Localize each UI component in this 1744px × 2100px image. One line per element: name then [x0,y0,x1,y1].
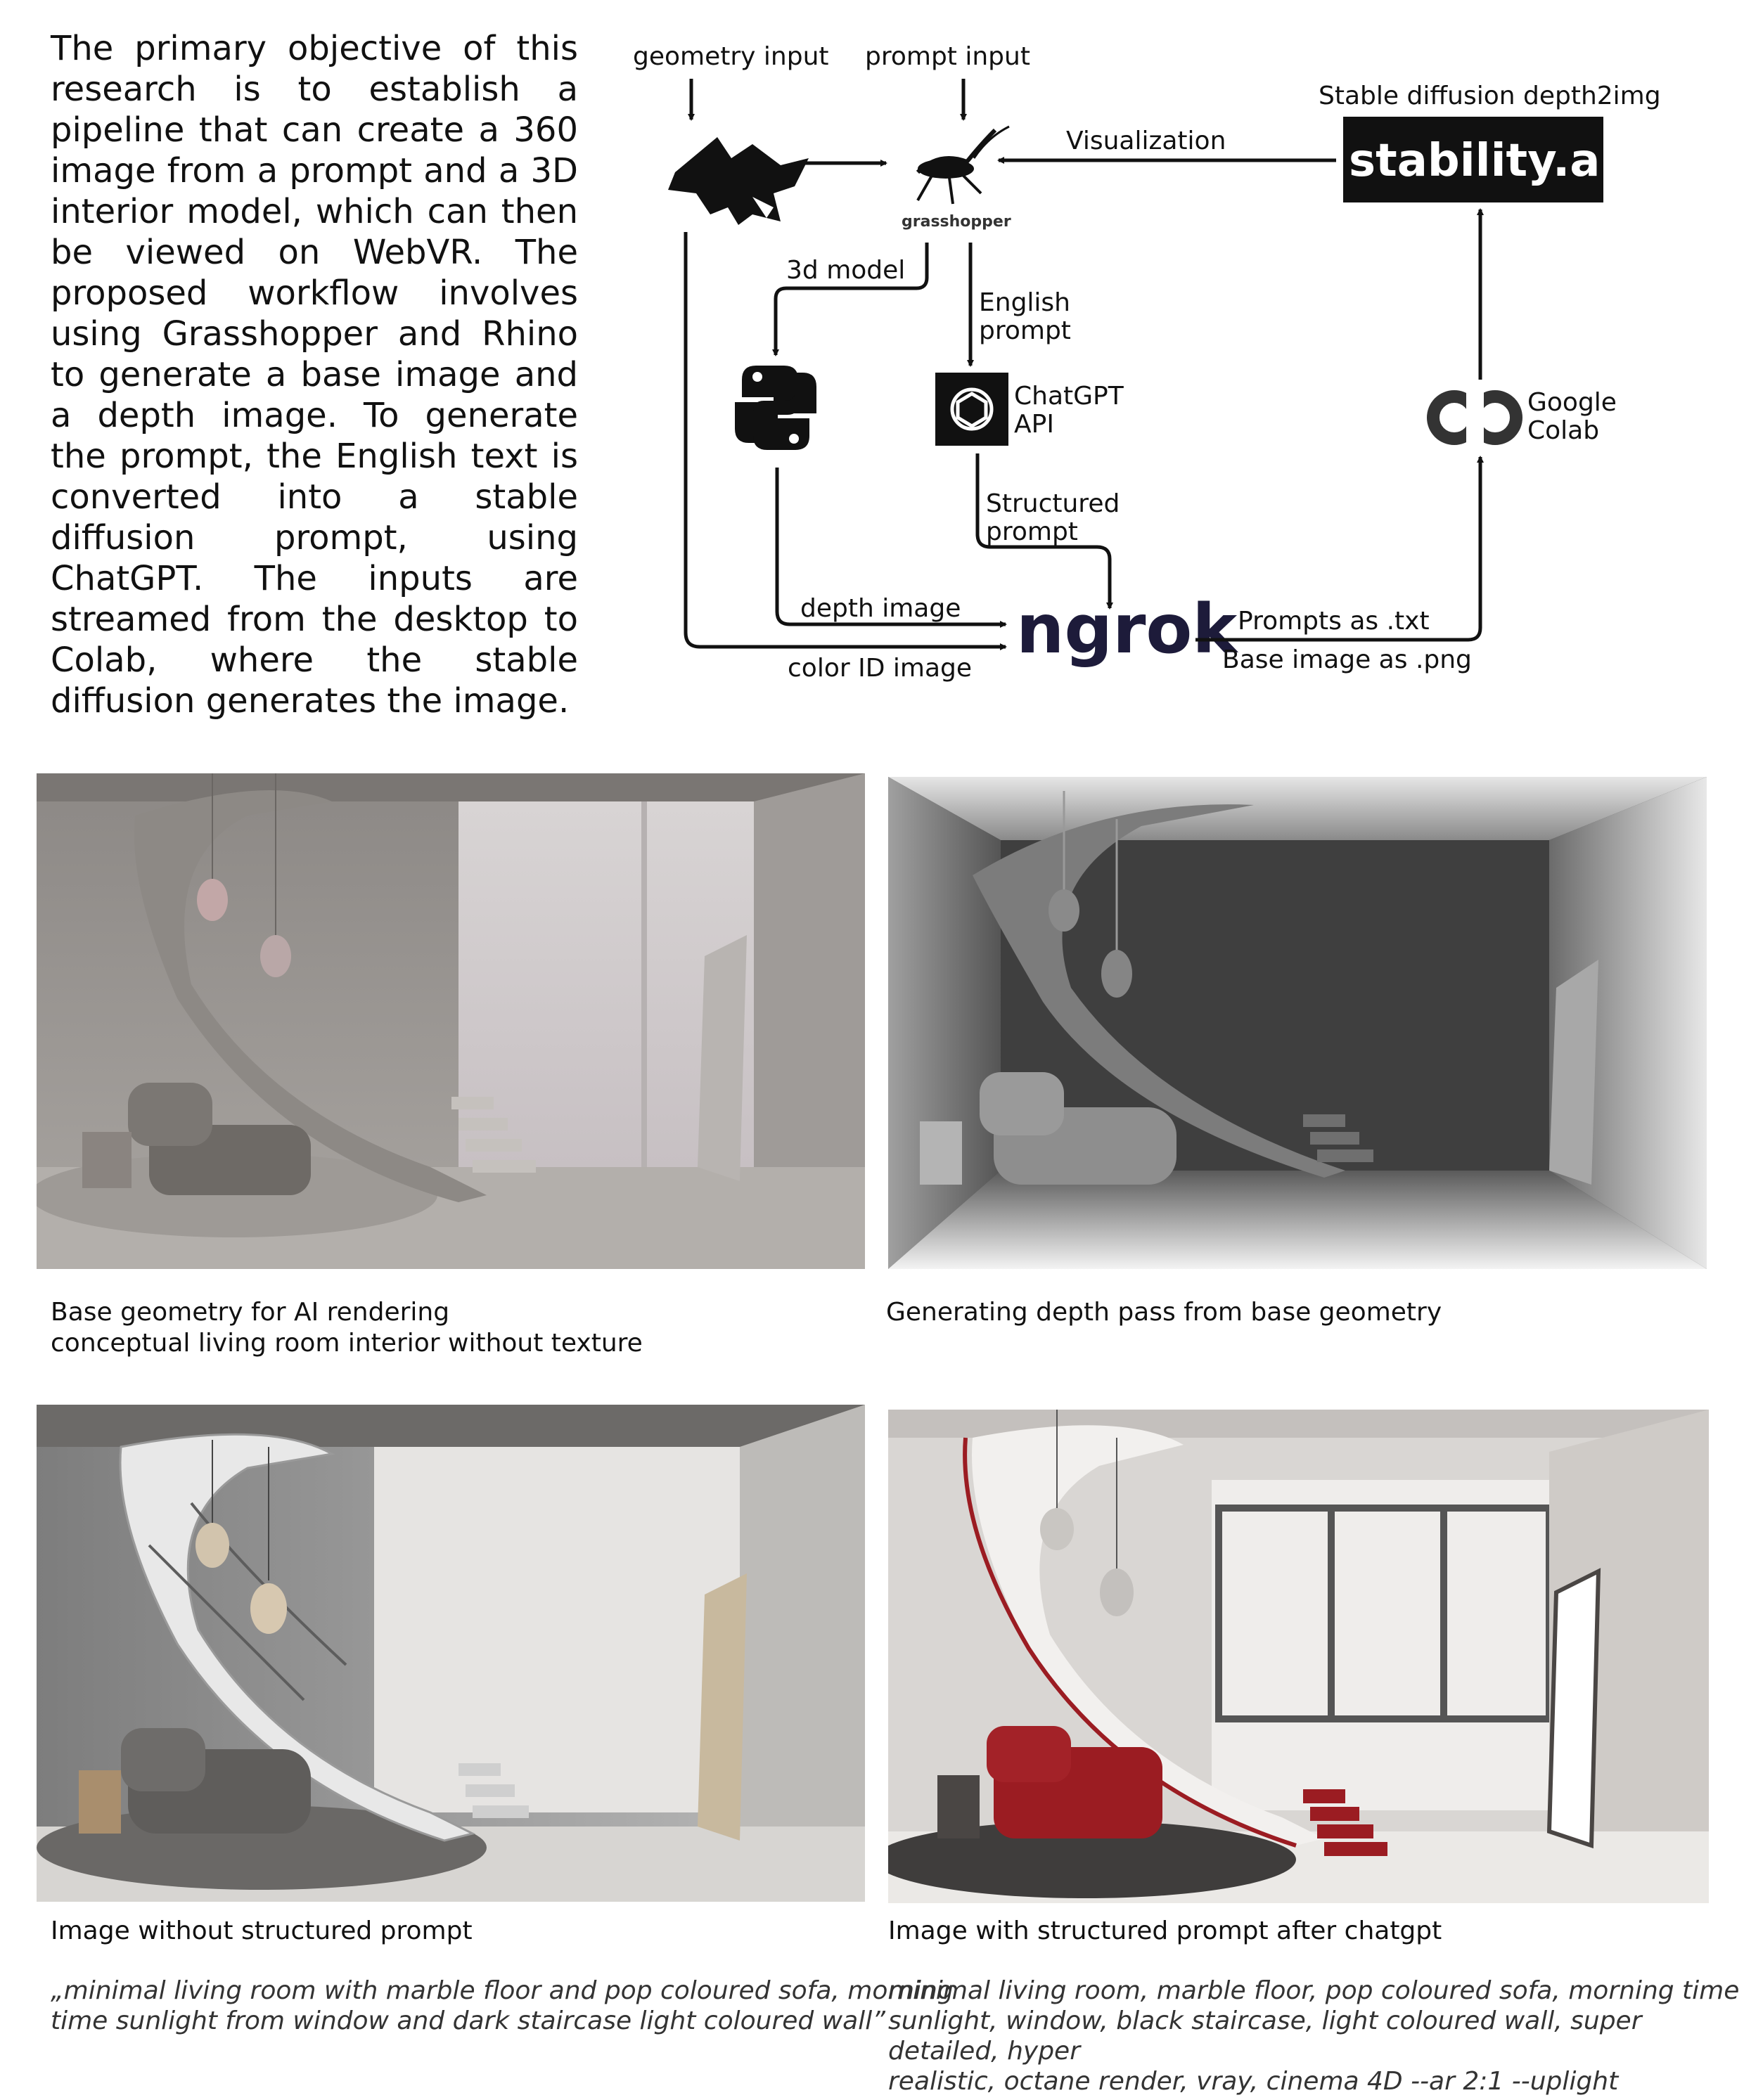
structured-prompt-line-2: sunlight, window, black staircase, light coloured wall, super detailed, hyper [888,2006,1642,2066]
depth-pass-image [888,777,1707,1269]
chatgpt-icon [935,373,1008,446]
stability-logo: stability.ai [1349,135,1616,187]
chatgpt-api-label: API [1014,410,1054,439]
edge-3d-model-label: 3d model [786,256,906,285]
edge-structured-prompt-label: prompt [986,517,1078,546]
colab-google-label: Google [1527,388,1617,417]
base-geometry-image [37,773,865,1269]
raw-prompt-line-1: „minimal living room with marble floor and pop coloured sofa, morning [51,1976,954,2005]
structured-prompt-line-3: realistic, octane render, vray, cinema 4D --ar 2:1 --uplight [888,2067,1619,2096]
edge-prompt-label: prompt [979,316,1071,345]
intro-paragraph: The primary objective of this research is to establish a pipeline that can create a 360 image from a prompt and a 3D interior model, which can then be viewed on WebVR. The proposed workflow involves using Grasshopper and Rhino to generate a base image and a depth image. To generate the prompt, the English text is converted into a stable diffusion prompt, using ChatGPT. The inputs are streamed from the desktop to Colab, where the stable diffusion generates the image. [51,29,578,721]
caption-depth-pass: Generating depth pass from base geometry [886,1298,1442,1327]
edge-structured-label: Structured [986,489,1120,518]
edge-base-image-label: Base image as .png [1222,645,1472,674]
pipeline-diagram [0,0,1744,703]
edge-color-id-label: color ID image [788,654,973,683]
raw-prompt-line-2: time sunlight from window and dark staircase light coloured wall” [51,2006,885,2035]
stable-diffusion-label: Stable diffusion depth2img [1319,82,1661,110]
chatgpt-label: ChatGPT [1014,382,1124,411]
grasshopper-label: grasshopper [902,213,1011,231]
structured-prompt-line-1: minimal living room, marble floor, pop coloured sofa, morning time [888,1976,1740,2005]
geometry-input-label: geometry input [633,42,829,71]
colab-label: Colab [1527,416,1600,445]
python-icon [735,366,816,450]
visualization-label: Visualization [1066,127,1226,155]
ngrok-logo: ngrok [1016,590,1238,669]
caption-base-geometry-1: Base geometry for AI rendering [51,1298,450,1327]
edge-english-label: English [979,288,1070,317]
rhino-icon [668,137,809,225]
caption-with-prompt: Image with structured prompt after chatgpt [888,1917,1442,1945]
caption-base-geometry-2: conceptual living room interior without texture [51,1329,643,1358]
grasshopper-icon [918,127,1009,204]
edge-prompts-txt-label: Prompts as .txt [1238,607,1430,636]
prompt-input-label: prompt input [865,42,1030,71]
caption-without-prompt: Image without structured prompt [51,1917,473,1945]
google-colab-icon [1433,390,1516,446]
edge-depth-label: depth image [800,594,961,623]
without-prompt-image [37,1405,865,1902]
with-prompt-image [888,1410,1709,1903]
